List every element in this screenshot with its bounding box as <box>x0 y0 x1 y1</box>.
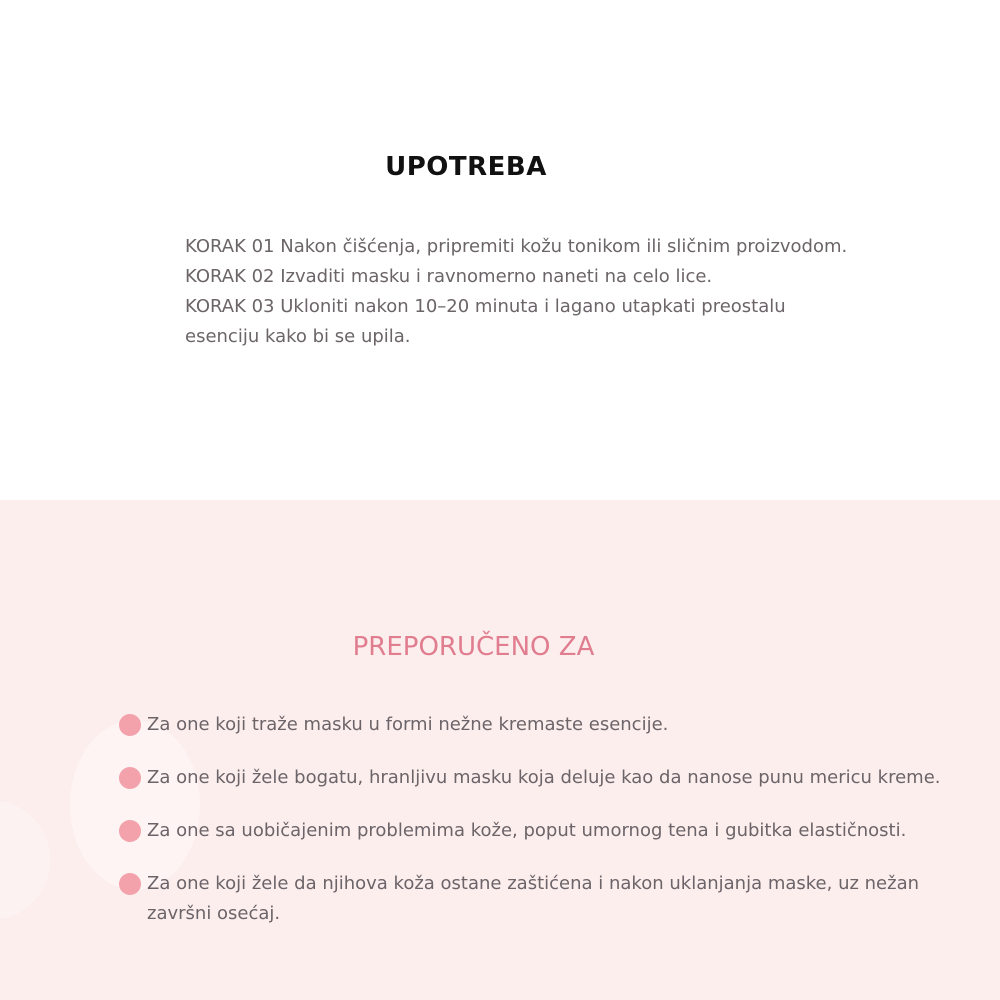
recommended-list <box>118 710 988 952</box>
list-item <box>118 763 988 793</box>
usage-step-1: KORAK 01 Nakon čišćenja, pripremiti kožu tonikom ili sličnim proizvodom. <box>185 236 848 257</box>
list-item-text: Za one koji žele bogatu, hranljivu masku koja deluje kao da nanose punu mericu kreme. <box>147 767 941 788</box>
list-item-text: Za one koji žele da njihova koža ostane zaštićena i nakon uklanjanja maske, uz nežan završni osećaj. <box>147 873 920 924</box>
decorative-blob <box>0 800 50 920</box>
list-item-text: Za one koji traže masku u formi nežne kremaste esencije. <box>147 714 669 735</box>
usage-step-2: KORAK 02 Izvaditi masku i ravnomerno naneti na celo lice. <box>185 266 713 287</box>
usage-steps-list <box>185 232 865 352</box>
usage-step-3: KORAK 03 Ukloniti nakon 10–20 minuta i lagano utapkati preostalu esenciju kako bi se upila. <box>185 296 786 347</box>
list-item <box>118 816 988 846</box>
list-item-text: Za one sa uobičajenim problemima kože, poput umornog tena i gubitka elastičnosti. <box>147 820 907 841</box>
circle-bullet-icon <box>119 714 141 736</box>
recommended-title: PREPORUČENO ZA <box>352 632 595 662</box>
circle-bullet-icon <box>119 820 141 842</box>
recommended-section <box>0 500 1000 1000</box>
usage-title: UPOTREBA <box>385 152 547 182</box>
list-item <box>118 710 988 740</box>
circle-bullet-icon <box>119 873 141 895</box>
circle-bullet-icon <box>119 767 141 789</box>
list-item <box>118 869 988 929</box>
